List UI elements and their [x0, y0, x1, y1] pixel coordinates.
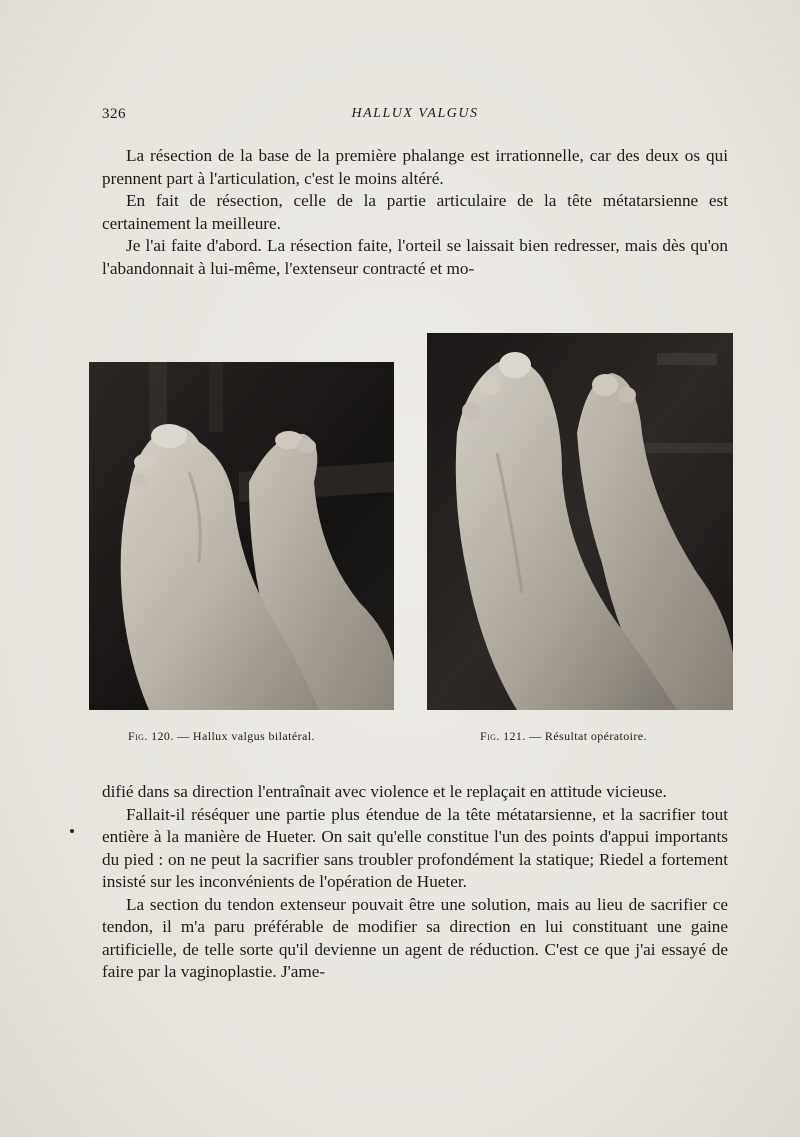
feet-photo-icon — [427, 333, 733, 710]
paragraph: La section du tendon extenseur pouvait être une solution, mais au lieu de sacrifier ce tendon, il m'a paru préférable de modifier sa direction en lui constituant une gaine artificielle, de telle sorte qu'il devienne un agent de réduction. C'est ce que j'ai essayé de faire par la vaginoplastie. J'ame- — [102, 894, 728, 981]
bottom-text-block — [102, 781, 728, 984]
page-header — [102, 106, 728, 126]
figure-label: Fig. 121. — [480, 729, 526, 743]
paragraph: difié dans sa direction l'entraînait avec violence et le replaçait en attitude vicieuse. — [102, 782, 667, 801]
running-title: HALLUX VALGUS — [351, 106, 479, 121]
figure-120-caption — [128, 729, 315, 744]
paragraph: En fait de résection, celle de la partie articulaire de la tête métatarsienne est certainement la meilleure. — [102, 191, 728, 233]
figure-label: Fig. 120. — [128, 729, 174, 743]
figure-121-photo — [427, 333, 733, 710]
page-number: 326 — [102, 106, 126, 122]
caption-text: — Hallux valgus bilatéral. — [177, 729, 315, 743]
figure-121-caption — [480, 729, 647, 744]
paragraph: Fallait-il réséquer une partie plus étendue de la tête métatarsienne, et la sacrifier tout entière à la manière de Hueter. On sait qu'elle constitue l'un des points d'appui importants du pied : on ne peut la sacrifier sans troubler profondément la statique; Riedel a fortement insisté sur les inconvénients de l'opération de Hueter. — [102, 804, 728, 891]
caption-text: — Résultat opératoire. — [529, 729, 647, 743]
paragraph: La résection de la base de la première phalange est irrationnelle, car des deux os qui prennent part à l'articulation, c'est le moins altéré. — [102, 146, 728, 188]
figure-120-photo — [89, 362, 394, 710]
paragraph: Je l'ai faite d'abord. La résection faite, l'orteil se laissait bien redresser, mais dès qu'on l'abandonnait à lui-même, l'extenseur contracté et mo- — [102, 236, 728, 278]
margin-mark — [70, 829, 74, 833]
feet-photo-icon — [89, 362, 394, 710]
top-text-block — [102, 145, 728, 280]
